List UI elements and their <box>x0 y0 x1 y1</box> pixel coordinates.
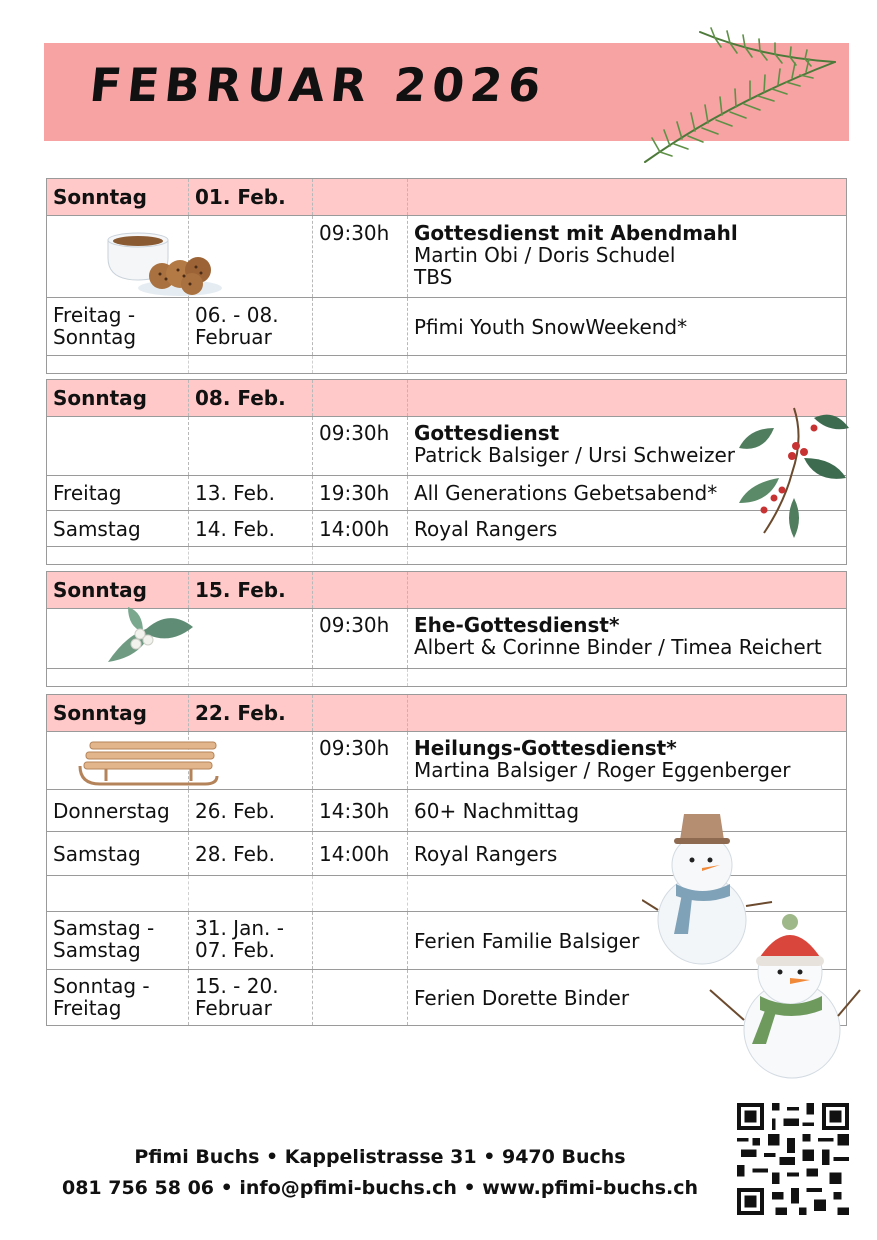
event-detail: Martin Obi / Doris Schudel <box>414 243 676 267</box>
table-row <box>47 417 847 476</box>
event-detail: TBS <box>414 265 453 289</box>
event-day: Freitag - Sonntag <box>47 298 189 356</box>
fir-branch-icon <box>640 22 840 172</box>
event-cell <box>408 609 847 669</box>
table-row <box>47 298 847 356</box>
event-detail: Albert & Corinne Binder / Timea Reichert <box>414 635 822 659</box>
event-time: 19:30h <box>313 476 408 511</box>
header-date: 01. Feb. <box>189 179 313 216</box>
event-date: 26. Feb. <box>189 790 313 832</box>
event-day: Sonntag - Freitag <box>47 970 189 1026</box>
event-title: Ferien Dorette Binder <box>408 970 847 1026</box>
event-title: Pfimi Youth SnowWeekend* <box>408 298 847 356</box>
footer-contact: 081 756 58 06 • info@pfimi-buchs.ch • www.pfimi-buchs.ch <box>61 1177 699 1199</box>
header-day: Sonntag <box>47 179 189 216</box>
event-day: Samstag <box>47 511 189 547</box>
event-day: Samstag <box>47 832 189 876</box>
event-title: Royal Rangers <box>408 832 847 876</box>
event-date: 06. - 08. Februar <box>189 298 313 356</box>
header-day: Sonntag <box>47 380 189 417</box>
event-detail: Martina Balsiger / Roger Eggenberger <box>414 758 791 782</box>
event-title: All Generations Gebetsabend* <box>408 476 847 511</box>
footer-address: Pfimi Buchs • Kappelistrasse 31 • 9470 Buchs <box>134 1146 626 1168</box>
event-cell <box>408 732 847 790</box>
table-row <box>47 476 847 511</box>
coffee-cookies-icon <box>100 226 226 300</box>
header-day: Sonntag <box>47 695 189 732</box>
event-time: 09:30h <box>313 609 408 669</box>
event-day: Samstag - Samstag <box>47 912 189 970</box>
event-title: Heilungs-Gottesdienst* <box>414 736 677 760</box>
qr-code-icon[interactable] <box>737 1103 849 1215</box>
event-day: Freitag <box>47 476 189 511</box>
event-title: Gottesdienst mit Abendmahl <box>414 221 738 245</box>
table-row <box>47 511 847 547</box>
event-detail: Patrick Balsiger / Ursi Schweizer <box>414 443 735 467</box>
event-title: Gottesdienst <box>414 421 560 445</box>
header-date: 22. Feb. <box>189 695 313 732</box>
event-title: 60+ Nachmittag <box>408 790 847 832</box>
week4-header-row <box>47 695 847 732</box>
event-time: 14:30h <box>313 790 408 832</box>
sled-icon <box>76 736 222 794</box>
event-date: 31. Jan. - 07. Feb. <box>189 912 313 970</box>
header-date: 08. Feb. <box>189 380 313 417</box>
week2-header-row <box>47 380 847 417</box>
event-title: Royal Rangers <box>408 511 847 547</box>
event-time: 14:00h <box>313 832 408 876</box>
page-title: FEBRUAR 2026 <box>87 58 550 112</box>
event-date: 14. Feb. <box>189 511 313 547</box>
holly-icon <box>734 398 852 540</box>
snowmen-icon <box>642 810 864 1090</box>
event-cell <box>408 216 847 298</box>
header-date: 15. Feb. <box>189 572 313 609</box>
event-date: 28. Feb. <box>189 832 313 876</box>
header-day: Sonntag <box>47 572 189 609</box>
event-date: 15. - 20. Februar <box>189 970 313 1026</box>
event-title: Ehe-Gottesdienst* <box>414 613 620 637</box>
week2-table <box>46 379 847 565</box>
event-time: 09:30h <box>313 732 408 790</box>
week1-header-row <box>47 179 847 216</box>
mistletoe-icon <box>98 602 196 672</box>
event-title: Ferien Familie Balsiger <box>408 912 847 970</box>
event-time: 14:00h <box>313 511 408 547</box>
event-date: 13. Feb. <box>189 476 313 511</box>
event-time: 09:30h <box>313 216 408 298</box>
event-day: Donnerstag <box>47 790 189 832</box>
event-time: 09:30h <box>313 417 408 476</box>
